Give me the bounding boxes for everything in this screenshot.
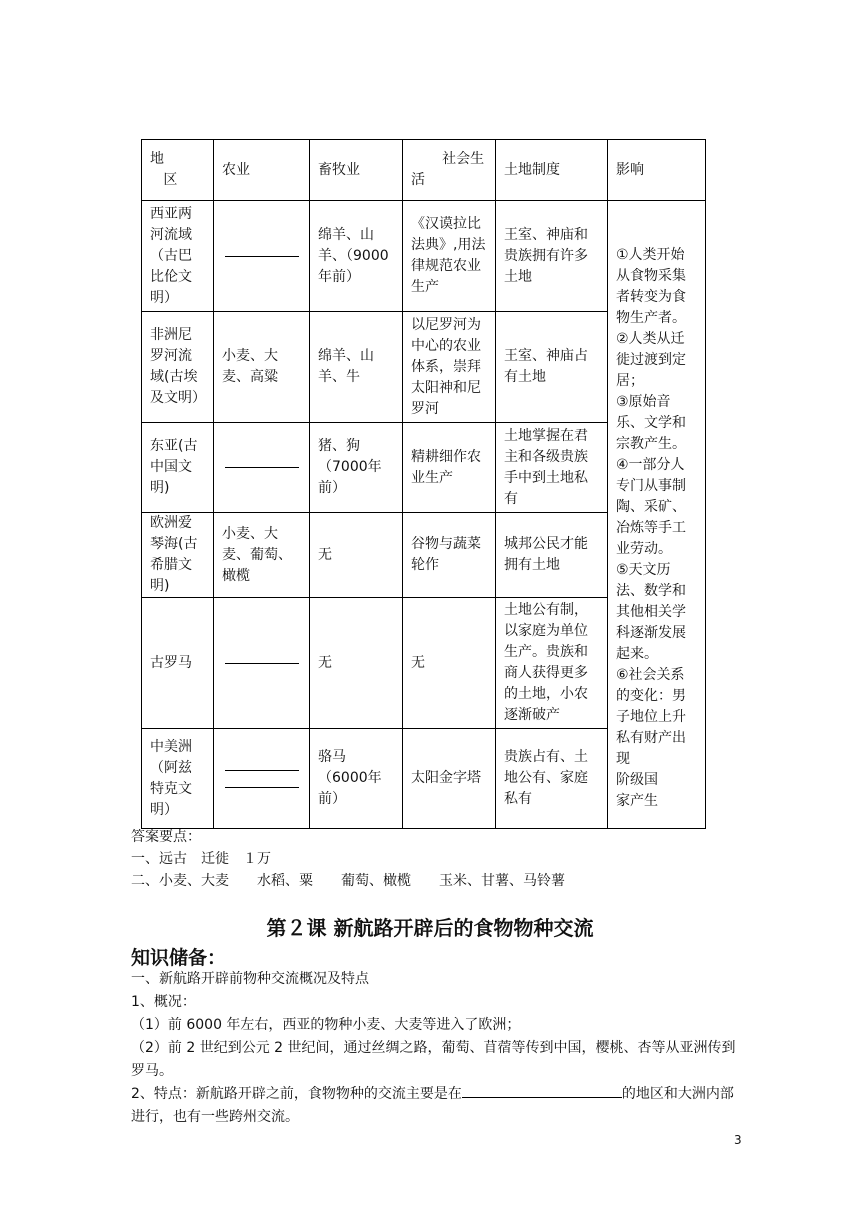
header-impact: 影响 bbox=[608, 140, 706, 201]
cell-livestock: 绵羊、山羊、（9000年前） bbox=[310, 201, 403, 312]
cell-region: 东亚(古中国文明) bbox=[142, 423, 214, 513]
cell-region: 西亚两河流域（古巴比伦文明） bbox=[142, 201, 214, 312]
feature-text-before: 2、特点：新航路开辟之前，食物物种的交流主要是在 bbox=[131, 1086, 462, 1102]
cell-agriculture: 小麦、大麦、高粱 bbox=[214, 312, 310, 423]
header-region: 地 区 bbox=[142, 140, 214, 201]
cell-land: 贵族占有、土地公有、家庭私有 bbox=[496, 729, 608, 829]
fill-blank-line bbox=[225, 467, 299, 468]
cell-region: 中美洲（阿兹特克文明） bbox=[142, 729, 214, 829]
header-society: 社会生 活 bbox=[403, 140, 496, 201]
cell-livestock: 无 bbox=[310, 513, 403, 598]
knowledge-heading: 知识储备： bbox=[131, 947, 227, 969]
cell-region: 古罗马 bbox=[142, 598, 214, 729]
answers-title: 答案要点： bbox=[131, 829, 201, 845]
cell-land: 城邦公民才能拥有土地 bbox=[496, 513, 608, 598]
fill-blank-line bbox=[225, 256, 299, 257]
table-row bbox=[142, 201, 706, 312]
page-number: 3 bbox=[734, 1133, 742, 1147]
header-livestock: 畜牧业 bbox=[310, 140, 403, 201]
header-land: 土地制度 bbox=[496, 140, 608, 201]
cell-agriculture-blank bbox=[214, 201, 310, 312]
cell-land: 王室、神庙占有土地 bbox=[496, 312, 608, 423]
fill-blank-line bbox=[462, 1083, 622, 1098]
cell-agriculture-blank bbox=[214, 423, 310, 513]
table-header-row bbox=[142, 140, 706, 201]
cell-land: 土地掌握在君主和各级贵族手中到土地私有 bbox=[496, 423, 608, 513]
cell-land: 土地公有制，以家庭为单位生产。贵族和商人获得更多的土地，小农逐渐破产 bbox=[496, 598, 608, 729]
cell-livestock: 无 bbox=[310, 598, 403, 729]
cell-livestock: 骆马（6000年前） bbox=[310, 729, 403, 829]
cell-region: 欧洲爱琴海(古希腊文明) bbox=[142, 513, 214, 598]
overview-label: 1、概况： bbox=[131, 994, 196, 1010]
cell-livestock: 绵羊、山羊、牛 bbox=[310, 312, 403, 423]
feature-paragraph bbox=[131, 1083, 736, 1129]
fill-blank-line bbox=[225, 770, 299, 771]
civilization-table bbox=[141, 139, 706, 829]
fill-blank-line bbox=[225, 663, 299, 664]
header-agriculture: 农业 bbox=[214, 140, 310, 201]
cell-society: 《汉谟拉比法典》,用法律规范农业生产 bbox=[403, 201, 496, 312]
fill-blank-line bbox=[225, 787, 299, 788]
cell-agriculture-blank bbox=[214, 729, 310, 829]
cell-society: 太阳金字塔 bbox=[403, 729, 496, 829]
overview-item-2: （2）前 2 世纪到公元 2 世纪间，通过丝绸之路，葡萄、苜蓿等传到中国，樱桃、杏等从亚洲传到罗马。 bbox=[131, 1040, 736, 1079]
cell-impact: ①人类开始从食物采集者转变为食物生产者。 ②人类从迁徙过渡到定居； ③原始音乐、文学和宗教产生。 ④一部分人专门从事制陶、采矿、冶炼等手工业劳动。 ⑤天文历法、数学和其他相关学科逐渐发展起来。 ⑥社会关系的变化：男子地位上升私有财产出现 阶级国 家产生 bbox=[608, 201, 706, 829]
cell-society: 以尼罗河为中心的农业体系，崇拜太阳神和尼罗河 bbox=[403, 312, 496, 423]
answers-line-2: 二、小麦、大麦 水稻、粟 葡萄、橄榄 玉米、甘薯、马铃薯 bbox=[131, 873, 565, 889]
cell-society: 精耕细作农业生产 bbox=[403, 423, 496, 513]
feature-text-after: 的地区和大洲内部进行，也有一些跨州交流。 bbox=[131, 1086, 734, 1125]
cell-livestock: 猪、狗（7000年前） bbox=[310, 423, 403, 513]
cell-agriculture: 小麦、大麦、葡萄、橄榄 bbox=[214, 513, 310, 598]
section-heading: 一、新航路开辟前物种交流概况及特点 bbox=[131, 971, 369, 987]
overview-item-1: （1）前 6000 年左右，西亚的物种小麦、大麦等进入了欧洲； bbox=[131, 1017, 521, 1033]
lesson-title: 第２课 新航路开辟后的食物物种交流 bbox=[266, 916, 594, 940]
cell-region: 非洲尼罗河流域(古埃及文明） bbox=[142, 312, 214, 423]
cell-agriculture-blank bbox=[214, 598, 310, 729]
answers-line-1: 一、远古 迁徙 １万 bbox=[131, 851, 271, 867]
cell-society: 谷物与蔬菜轮作 bbox=[403, 513, 496, 598]
cell-society: 无 bbox=[403, 598, 496, 729]
cell-land: 王室、神庙和贵族拥有许多土地 bbox=[496, 201, 608, 312]
